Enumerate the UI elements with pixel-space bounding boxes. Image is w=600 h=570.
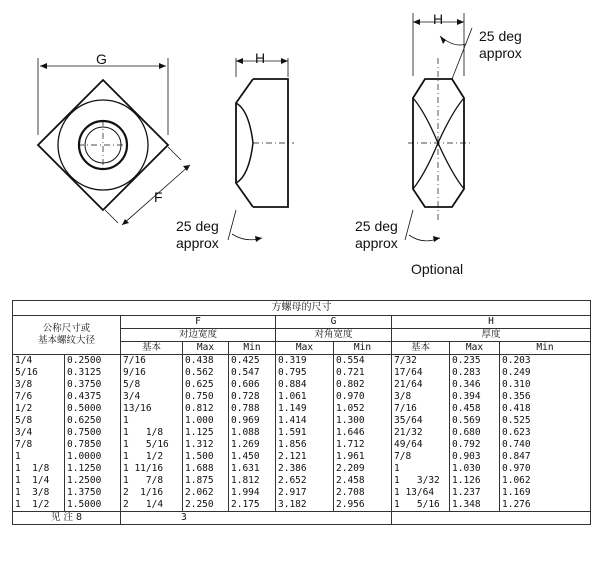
- cell: 1: [392, 463, 450, 475]
- note-value: 3: [121, 512, 392, 525]
- cell: 1 7/8: [121, 475, 183, 487]
- cell: 0.792: [450, 439, 500, 451]
- angle-label-end-top-line2: approx: [479, 45, 522, 61]
- col-min-f: Min: [229, 342, 276, 355]
- cell: 0.394: [450, 391, 500, 403]
- cell: 1: [121, 415, 183, 427]
- cell: 1.591: [276, 427, 334, 439]
- cell: 2 1/16: [121, 487, 183, 499]
- cell: 0.418: [500, 403, 591, 415]
- cell: 1.088: [229, 427, 276, 439]
- note-empty: [392, 512, 591, 525]
- cell: 0.6250: [65, 415, 121, 427]
- table-row: [13, 427, 591, 439]
- cell: 0.606: [229, 379, 276, 391]
- cell: 1.126: [450, 475, 500, 487]
- cell: 3/4: [121, 391, 183, 403]
- cell: 2.708: [334, 487, 392, 499]
- group-h-header: H: [392, 316, 591, 329]
- cell: 1.237: [450, 487, 500, 499]
- cell: 1 1/4: [13, 475, 65, 487]
- col-min-h: Min: [500, 342, 591, 355]
- cell: 0.970: [500, 463, 591, 475]
- cell: 0.554: [334, 355, 392, 368]
- cell: 0.2500: [65, 355, 121, 368]
- cell: 1 5/16: [121, 439, 183, 451]
- cell: 1 3/32: [392, 475, 450, 487]
- cell: 0.680: [450, 427, 500, 439]
- cell: 0.203: [500, 355, 591, 368]
- col-min-g: Min: [334, 342, 392, 355]
- cell: 5/8: [121, 379, 183, 391]
- cell: 1.856: [276, 439, 334, 451]
- col-max-h: Max: [450, 342, 500, 355]
- cell: 0.970: [334, 391, 392, 403]
- cell: 0.5000: [65, 403, 121, 415]
- cell: 0.319: [276, 355, 334, 368]
- cell: 0.903: [450, 451, 500, 463]
- angle-label-end-bottom-line1: 25 deg: [355, 218, 398, 234]
- cell: 0.438: [183, 355, 229, 368]
- cell: 1.2500: [65, 475, 121, 487]
- angle-label-end-bottom-line2: approx: [355, 235, 398, 251]
- cell: 1.149: [276, 403, 334, 415]
- cell: 1 3/8: [13, 487, 65, 499]
- cell: 21/64: [392, 379, 450, 391]
- square-nut-top-view: [38, 58, 190, 225]
- cell: 0.356: [500, 391, 591, 403]
- cell: 1.646: [334, 427, 392, 439]
- cell: 1.875: [183, 475, 229, 487]
- f-sub-header: 对边宽度: [121, 329, 276, 342]
- cell: 2.175: [229, 499, 276, 512]
- table-row: [13, 367, 591, 379]
- cell: 0.310: [500, 379, 591, 391]
- cell: 1 1/2: [121, 451, 183, 463]
- cell: 0.3125: [65, 367, 121, 379]
- cell: 1.300: [334, 415, 392, 427]
- cell: 1.631: [229, 463, 276, 475]
- cell: 0.346: [450, 379, 500, 391]
- cell: 1/2: [13, 403, 65, 415]
- table-row: [13, 439, 591, 451]
- cell: 2.956: [334, 499, 392, 512]
- cell: 1.1250: [65, 463, 121, 475]
- cell: 0.728: [229, 391, 276, 403]
- table-row: [13, 487, 591, 499]
- cell: 0.235: [450, 355, 500, 368]
- cell: 7/16: [392, 403, 450, 415]
- note-row: [13, 512, 591, 525]
- cell: 1.0000: [65, 451, 121, 463]
- cell: 2.386: [276, 463, 334, 475]
- cell: 3.182: [276, 499, 334, 512]
- cell: 3/4: [13, 427, 65, 439]
- cell: 2.917: [276, 487, 334, 499]
- g-sub-header: 对角宽度: [276, 329, 392, 342]
- cell: 0.740: [500, 439, 591, 451]
- table-row: [13, 391, 591, 403]
- group-f-header: F: [121, 316, 276, 329]
- cell: 1.030: [450, 463, 500, 475]
- cell: 1.688: [183, 463, 229, 475]
- cell: 1/4: [13, 355, 65, 368]
- cell: 7/32: [392, 355, 450, 368]
- cell: 0.802: [334, 379, 392, 391]
- cell: 2 1/4: [121, 499, 183, 512]
- h-sub-header: 厚度: [392, 329, 591, 342]
- cell: 2.652: [276, 475, 334, 487]
- angle-label-side-line2: approx: [176, 235, 219, 251]
- cell: 3/8: [392, 391, 450, 403]
- note-label: 见 注 8: [13, 512, 121, 525]
- cell: 1.062: [500, 475, 591, 487]
- table-title: 方螺母的尺寸: [13, 301, 591, 316]
- cell: 7/6: [13, 391, 65, 403]
- table-row: [13, 355, 591, 368]
- cell: 0.283: [450, 367, 500, 379]
- table-row: [13, 403, 591, 415]
- cell: 0.249: [500, 367, 591, 379]
- cell: 0.525: [500, 415, 591, 427]
- cell: 5/8: [13, 415, 65, 427]
- table-row: [13, 463, 591, 475]
- cell: 1.500: [183, 451, 229, 463]
- cell: 1.061: [276, 391, 334, 403]
- col-basic-h: 基本: [392, 342, 450, 355]
- cell: 1 1/8: [121, 427, 183, 439]
- cell: 1.3750: [65, 487, 121, 499]
- cell: 1.414: [276, 415, 334, 427]
- col-basic-f: 基本: [121, 342, 183, 355]
- cell: 0.562: [183, 367, 229, 379]
- square-nut-end-view: [405, 13, 472, 242]
- cell: 1.812: [229, 475, 276, 487]
- angle-label-side-line1: 25 deg: [176, 218, 219, 234]
- table-row: [13, 451, 591, 463]
- dimensions-table: [12, 300, 591, 525]
- cell: 7/8: [392, 451, 450, 463]
- cell: 1.348: [450, 499, 500, 512]
- cell: 0.884: [276, 379, 334, 391]
- cell: 0.625: [183, 379, 229, 391]
- group-g-header: G: [276, 316, 392, 329]
- table-row: [13, 379, 591, 391]
- cell: 1.5000: [65, 499, 121, 512]
- table-row: [13, 499, 591, 512]
- cell: 13/16: [121, 403, 183, 415]
- cell: 0.721: [334, 367, 392, 379]
- cell: 1.125: [183, 427, 229, 439]
- cell: 0.812: [183, 403, 229, 415]
- cell: 1.994: [229, 487, 276, 499]
- cell: 1.450: [229, 451, 276, 463]
- cell: 1.269: [229, 439, 276, 451]
- cell: 0.7500: [65, 427, 121, 439]
- cell: 0.569: [450, 415, 500, 427]
- cell: 1.000: [183, 415, 229, 427]
- cell: 0.788: [229, 403, 276, 415]
- cell: 0.969: [229, 415, 276, 427]
- cell: 0.795: [276, 367, 334, 379]
- cell: 49/64: [392, 439, 450, 451]
- cell: 5/16: [13, 367, 65, 379]
- cell: 2.250: [183, 499, 229, 512]
- cell: 2.458: [334, 475, 392, 487]
- cell: 0.547: [229, 367, 276, 379]
- cell: 1 1/8: [13, 463, 65, 475]
- dimension-f-label: F: [154, 189, 163, 205]
- dimension-h-end-label: H: [433, 11, 444, 27]
- cell: 1.312: [183, 439, 229, 451]
- cell: 0.425: [229, 355, 276, 368]
- cell: 1.052: [334, 403, 392, 415]
- cell: 1 11/16: [121, 463, 183, 475]
- optional-label: Optional: [411, 261, 464, 277]
- cell: 1.169: [500, 487, 591, 499]
- col-max-f: Max: [183, 342, 229, 355]
- dimension-g-label: G: [96, 51, 107, 67]
- cell: 1.712: [334, 439, 392, 451]
- cell: 35/64: [392, 415, 450, 427]
- dimension-h-label: H: [255, 50, 266, 66]
- table-row: [13, 475, 591, 487]
- cell: 1 13/64: [392, 487, 450, 499]
- cell: 0.458: [450, 403, 500, 415]
- table-row: [13, 415, 591, 427]
- square-nut-side-view: [228, 58, 294, 242]
- cell: 1 1/2: [13, 499, 65, 512]
- cell: 21/32: [392, 427, 450, 439]
- cell: 0.847: [500, 451, 591, 463]
- cell: 17/64: [392, 367, 450, 379]
- square-nut-dimensions-table: [12, 300, 590, 525]
- cell: 9/16: [121, 367, 183, 379]
- cell: 0.623: [500, 427, 591, 439]
- cell: 7/8: [13, 439, 65, 451]
- cell: 1 5/16: [392, 499, 450, 512]
- cell: 2.062: [183, 487, 229, 499]
- cell: 0.4375: [65, 391, 121, 403]
- cell: 1.961: [334, 451, 392, 463]
- angle-label-end-top-line1: 25 deg: [479, 28, 522, 44]
- cell: 0.750: [183, 391, 229, 403]
- col-max-g: Max: [276, 342, 334, 355]
- cell: 1: [13, 451, 65, 463]
- cell: 7/16: [121, 355, 183, 368]
- cell: 2.121: [276, 451, 334, 463]
- cell: 1.276: [500, 499, 591, 512]
- nominal-size-header: 公称尺寸或 基本螺纹大径: [13, 316, 121, 355]
- cell: 3/8: [13, 379, 65, 391]
- cell: 2.209: [334, 463, 392, 475]
- cell: 0.7850: [65, 439, 121, 451]
- cell: 0.3750: [65, 379, 121, 391]
